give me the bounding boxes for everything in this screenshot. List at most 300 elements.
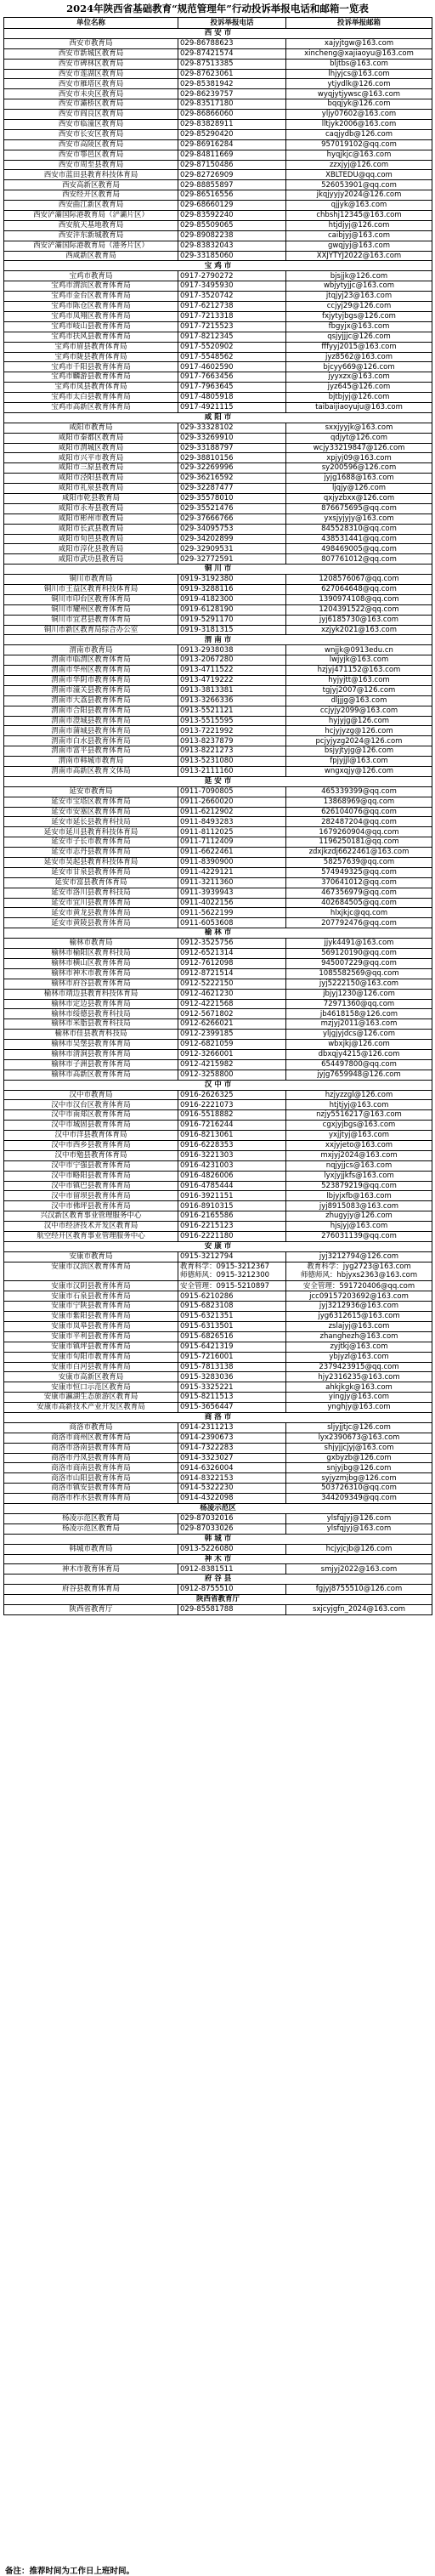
unit-name-cell: 宝鸡市渭滨区教育体育局 xyxy=(4,281,178,292)
email-cell: wngxqjy@126.com xyxy=(286,767,432,777)
unit-name-cell: 西安经开区教育局 xyxy=(4,190,178,201)
unit-name-cell: 延安市子长市教育体育局 xyxy=(4,837,178,848)
phone-cell: 0913-4711522 xyxy=(178,666,286,676)
table-row xyxy=(4,615,432,625)
unit-name-cell: 西咸新区教育局 xyxy=(4,251,178,261)
email-cell: jyjg7659948@126.com xyxy=(286,1070,432,1080)
unit-name-cell: 安康市高新区教育局 xyxy=(4,1372,178,1382)
table-row xyxy=(4,918,432,928)
city-section-row xyxy=(4,29,432,39)
phone-cell: 029-32772591 xyxy=(178,554,286,565)
email-cell: 1085582569@qq.com xyxy=(286,968,432,979)
phone-cell: 0916-3221303 xyxy=(178,1150,286,1160)
unit-name-cell: 西安市雁塔区教育局 xyxy=(4,79,178,89)
table-header-row xyxy=(4,18,432,29)
table-row xyxy=(4,524,432,534)
email-cell: htjtjyj@163.com xyxy=(286,1100,432,1110)
table-row xyxy=(4,1251,432,1262)
phone-cell: 029-33328102 xyxy=(178,423,286,433)
email-cell: sxjcyjgfn_2024@163.com xyxy=(286,1604,432,1614)
table-row xyxy=(4,968,432,979)
unit-name-cell: 咸阳市彬州市教育局 xyxy=(4,513,178,524)
phone-cell: 029-33269910 xyxy=(178,433,286,443)
unit-name-cell: 咸阳市旬邑县教育局 xyxy=(4,534,178,544)
table-row xyxy=(4,786,432,797)
phone-cell: 0913-7221992 xyxy=(178,726,286,736)
phone-cell: 029-86239757 xyxy=(178,89,286,99)
phone-cell: 0912-8381511 xyxy=(178,1564,286,1575)
table-row xyxy=(4,1211,432,1222)
unit-name-cell: 杨凌示范区教育局 xyxy=(4,1513,178,1523)
email-cell: zslajyj@163.com xyxy=(286,1322,432,1332)
table-row xyxy=(4,321,432,332)
unit-name-cell: 咸阳市长武县教育局 xyxy=(4,524,178,534)
email-cell: jb4618158@126.com xyxy=(286,1009,432,1019)
unit-name-cell: 延安市甘泉县教育体育局 xyxy=(4,867,178,877)
unit-name-cell: 安康市汉滨区教育体育局 xyxy=(4,1262,178,1281)
table-row xyxy=(4,534,432,544)
table-row xyxy=(4,211,432,221)
phone-cell: 029-83592240 xyxy=(178,211,286,221)
unit-name-cell: 西安市鄠邑区教育局 xyxy=(4,150,178,160)
city-section-label: 杨凌示范区 xyxy=(4,1504,432,1514)
phone-cell: 0913-5521121 xyxy=(178,706,286,716)
unit-name-cell: 商洛市洛南县教育体育局 xyxy=(4,1443,178,1453)
table-row xyxy=(4,372,432,383)
email-cell: jkqjyyjy2024@126.com xyxy=(286,190,432,201)
phone-cell: 0916-4785444 xyxy=(178,1181,286,1191)
header-unit: 单位名称 xyxy=(4,18,178,29)
phone-cell: 0911-6622461 xyxy=(178,848,286,858)
phone-cell: 0915-3212794 xyxy=(178,1251,286,1262)
table-row xyxy=(4,1191,432,1201)
table-row xyxy=(4,666,432,676)
table-row xyxy=(4,695,432,706)
unit-name-cell: 铜川市教育局 xyxy=(4,575,178,585)
unit-name-cell: 渭南市华阴市教育体育局 xyxy=(4,676,178,686)
email-cell: cgxjyjbgs@163.com xyxy=(286,1121,432,1131)
unit-name-cell: 西安市高陵区教育局 xyxy=(4,139,178,150)
email-cell: 574949325@qq.com xyxy=(286,867,432,877)
phone-cell: 029-85381942 xyxy=(178,79,286,89)
table-row xyxy=(4,817,432,827)
phone-cell: 0912-5671802 xyxy=(178,1009,286,1019)
unit-name-cell: 渭南市临渭区教育体育局 xyxy=(4,655,178,666)
phone-cell: 0916-5518882 xyxy=(178,1110,286,1121)
table-row xyxy=(4,1544,432,1554)
phone-cell: 0911-8390900 xyxy=(178,858,286,868)
unit-name-cell: 渭南市白水县教育体育局 xyxy=(4,736,178,746)
table-row xyxy=(4,1393,432,1403)
phone-cell: 0917-7215523 xyxy=(178,321,286,332)
phone-cell: 0919-6128190 xyxy=(178,604,286,615)
unit-name-cell: 神木市教育体育局 xyxy=(4,1564,178,1575)
email-cell: zyjtkj@163.com xyxy=(286,1342,432,1352)
phone-cell: 0913-5231080 xyxy=(178,757,286,767)
table-row xyxy=(4,342,432,352)
email-cell: 207792476@qq.com xyxy=(286,918,432,928)
phone-cell: 0913-5515595 xyxy=(178,716,286,726)
unit-name-cell: 汉中市经济技术开发区教育局 xyxy=(4,1222,178,1232)
table-row xyxy=(4,1030,432,1040)
table-row xyxy=(4,402,432,412)
unit-name-cell: 渭南市蒲城县教育体育局 xyxy=(4,726,178,736)
phone-cell: 0913-4719222 xyxy=(178,676,286,686)
unit-name-cell: 铜川市耀州区教育体育局 xyxy=(4,604,178,615)
phone-cell: 029-83832043 xyxy=(178,241,286,251)
table-row xyxy=(4,69,432,79)
unit-name-cell: 安康市平利县教育体育局 xyxy=(4,1331,178,1342)
city-section-label: 延 安 市 xyxy=(4,776,432,786)
table-row xyxy=(4,685,432,695)
phone-cell: 029-33185060 xyxy=(178,251,286,261)
email-cell: jyz645@126.com xyxy=(286,383,432,393)
table-row xyxy=(4,716,432,726)
table-row xyxy=(4,1131,432,1141)
phone-cell: 0914-5322230 xyxy=(178,1484,286,1494)
phone-cell: 029-85290420 xyxy=(178,129,286,139)
unit-name-cell: 汉中市汉台区教育体育局 xyxy=(4,1100,178,1110)
city-section-row xyxy=(4,1534,432,1544)
phone-cell: 029-88855897 xyxy=(178,180,286,190)
phone-cell: 0911-3939943 xyxy=(178,888,286,898)
table-row xyxy=(4,604,432,615)
email-cell: bjsjjk@126.com xyxy=(286,271,432,281)
email-cell: xzjyk2021@163.com xyxy=(286,625,432,635)
table-row xyxy=(4,544,432,554)
email-cell: 1679260904@qq.com xyxy=(286,827,432,837)
phone-cell: 029-32909531 xyxy=(178,544,286,554)
unit-name-cell: 西安高新区教育局 xyxy=(4,180,178,190)
table-row xyxy=(4,706,432,716)
email-cell: hyjyjg@126.com xyxy=(286,716,432,726)
unit-name-cell: 西安曲江新区教育局 xyxy=(4,201,178,211)
unit-name-cell: 榆林市定边县教育体育局 xyxy=(4,999,178,1009)
phone-cell: 0911-8493283 xyxy=(178,817,286,827)
phone-cell: 0916-2221073 xyxy=(178,1100,286,1110)
unit-name-cell: 西安沣东新城教育局 xyxy=(4,230,178,241)
unit-name-cell: 咸阳市泾阳县教育局 xyxy=(4,474,178,484)
document-title: 2024年陕西省基础教育“规范管理年”行动投诉举报电话和邮箱一览表 xyxy=(66,3,369,14)
table-row xyxy=(4,170,432,180)
phone-cell: 0911-2660020 xyxy=(178,797,286,807)
email-cell: zzxjyj@126.com xyxy=(286,160,432,170)
unit-name-cell: 商洛市山阳县教育体育局 xyxy=(4,1473,178,1484)
table-row xyxy=(4,1422,432,1433)
email-cell: caibjyj@163.com xyxy=(286,230,432,241)
city-section-label: 榆 林 市 xyxy=(4,928,432,939)
email-cell: wyqjytjywsc@163.com xyxy=(286,89,432,99)
email-cell: mzjyj2011@163.com xyxy=(286,1019,432,1030)
table-row xyxy=(4,1100,432,1110)
email-cell: caqjydb@126.com xyxy=(286,129,432,139)
email-cell: bsjyjtyjg@126.com xyxy=(286,746,432,757)
table-row xyxy=(4,271,432,281)
phone-cell: 029-35578010 xyxy=(178,493,286,503)
phone-cell: 029-37666766 xyxy=(178,513,286,524)
city-section-label: 安 康 市 xyxy=(4,1241,432,1251)
unit-name-cell: 延安市洛川县教育科技局 xyxy=(4,888,178,898)
phone-cell: 029-83517180 xyxy=(178,99,286,110)
email-cell: fbgyjx@163.com xyxy=(286,321,432,332)
phone-cell: 0919-3181315 xyxy=(178,625,286,635)
phone-cell: 0915-3656447 xyxy=(178,1403,286,1413)
table-row xyxy=(4,1362,432,1372)
phone-cell: 0916-2215123 xyxy=(178,1222,286,1232)
phone-cell: 0912-4215982 xyxy=(178,1059,286,1070)
table-row xyxy=(4,949,432,959)
table-row xyxy=(4,1382,432,1393)
table-row xyxy=(4,230,432,241)
city-section-row xyxy=(4,1554,432,1564)
email-cell: 945007229@qq.com xyxy=(286,958,432,968)
unit-name-cell: 延安市黄龙县教育体育局 xyxy=(4,908,178,918)
table-row xyxy=(4,676,432,686)
table-row xyxy=(4,1281,432,1291)
unit-name-cell: 安康市瀛湖生态旅游区教育局 xyxy=(4,1393,178,1403)
table-row xyxy=(4,1262,432,1281)
phone-cell: 0912-6821059 xyxy=(178,1040,286,1050)
table-row xyxy=(4,220,432,230)
unit-name-cell: 汉中市佛坪县教育体育局 xyxy=(4,1201,178,1211)
phone-cell: 029-86866060 xyxy=(178,110,286,120)
unit-name-cell: 宝鸡市眉县教育体育局 xyxy=(4,342,178,352)
table-row xyxy=(4,311,432,321)
table-row xyxy=(4,554,432,565)
table-row xyxy=(4,433,432,443)
unit-name-cell: 榆林市靖边县教育科技体育局 xyxy=(4,989,178,999)
table-row xyxy=(4,1564,432,1575)
phone-cell: 0916-3921151 xyxy=(178,1191,286,1201)
phone-cell: 0912-7612098 xyxy=(178,958,286,968)
phone-cell: 0912-3525756 xyxy=(178,939,286,949)
unit-name-cell: 铜川市印台区教育体育局 xyxy=(4,594,178,604)
email-cell: 465339399@qq.com xyxy=(286,786,432,797)
email-cell: dbxqjy4215@126.com xyxy=(286,1049,432,1059)
table-row xyxy=(4,1523,432,1534)
unit-name-cell: 西安浐灞国际港教育局（浐灞片区） xyxy=(4,211,178,221)
table-row xyxy=(4,989,432,999)
phone-cell: 0912-4621230 xyxy=(178,989,286,999)
email-cell: jyj8915083@163.com xyxy=(286,1201,432,1211)
email-cell: fgjyj8755510@126.com xyxy=(286,1585,432,1595)
phone-cell: 029-86788623 xyxy=(178,38,286,48)
phone-cell: 0912-3258800 xyxy=(178,1070,286,1080)
table-row xyxy=(4,302,432,312)
table-row xyxy=(4,1331,432,1342)
table-row xyxy=(4,746,432,757)
table-row xyxy=(4,726,432,736)
unit-name-cell: 渭南市大荔县教育体育局 xyxy=(4,695,178,706)
email-cell: syjyzmjbg@126.com xyxy=(286,1473,432,1484)
email-cell: pcjyjyzg2024@126.com xyxy=(286,736,432,746)
phone-cell: 0914-8322153 xyxy=(178,1473,286,1484)
email-cell: fxjytyjbgs@126.com xyxy=(286,311,432,321)
unit-name-cell: 延安市志丹县教育体育局 xyxy=(4,848,178,858)
phone-cell: 029-82726909 xyxy=(178,170,286,180)
unit-name-cell: 宝鸡市陈仓区教育体育局 xyxy=(4,302,178,312)
email-cell: jyj3212794@126.com xyxy=(286,1251,432,1262)
table-row xyxy=(4,1009,432,1019)
table-row xyxy=(4,1231,432,1241)
email-cell: 402684505@qq.com xyxy=(286,898,432,908)
table-row xyxy=(4,1403,432,1413)
unit-name-cell: 延安市宝塔区教育体育局 xyxy=(4,797,178,807)
table-row xyxy=(4,1049,432,1059)
email-cell: htjdjyj@126.com xyxy=(286,220,432,230)
phone-cell: 0912-8721514 xyxy=(178,968,286,979)
table-row xyxy=(4,1059,432,1070)
unit-name-cell: 宝鸡市金台区教育体育局 xyxy=(4,292,178,302)
city-section-row xyxy=(4,565,432,575)
table-row xyxy=(4,1201,432,1211)
unit-name-cell: 渭南市华州区教育体育局 xyxy=(4,666,178,676)
table-row xyxy=(4,958,432,968)
email-cell: 344209349@qq.com xyxy=(286,1494,432,1504)
phone-cell: 0917-8212345 xyxy=(178,332,286,342)
city-section-row xyxy=(4,261,432,271)
email-cell: XBLTEDU@qq.com xyxy=(286,170,432,180)
table-row xyxy=(4,1443,432,1453)
unit-name-cell: 安康市石泉县教育体育局 xyxy=(4,1291,178,1302)
email-cell: 569120190@qq.com xyxy=(286,949,432,959)
email-cell: 教育科学：jyg2723@163.com 师德师风：hbjyxs2363@163.com xyxy=(286,1262,432,1281)
phone-cell: 029-86916284 xyxy=(178,139,286,150)
unit-name-cell: 榆林市吴堡县教育体育局 xyxy=(4,1040,178,1050)
table-row xyxy=(4,1585,432,1595)
table-row xyxy=(4,150,432,160)
phone-cell: 0916-8910315 xyxy=(178,1201,286,1211)
email-cell: jyj6185730@163.com xyxy=(286,615,432,625)
email-cell: 467356979@qq.com xyxy=(286,888,432,898)
unit-name-cell: 西安航天基地教育局 xyxy=(4,220,178,230)
unit-name-cell: 安康市恒口示范区教育局 xyxy=(4,1382,178,1393)
table-row xyxy=(4,201,432,211)
email-cell: jbjyj1230@126.com xyxy=(286,989,432,999)
table-row xyxy=(4,423,432,433)
phone-cell: 0913-2111160 xyxy=(178,767,286,777)
complaint-contacts-table xyxy=(3,17,432,1615)
email-cell: hyjyjtt@163.com xyxy=(286,676,432,686)
table-row xyxy=(4,383,432,393)
email-cell: bjcyy669@126.com xyxy=(286,362,432,372)
unit-name-cell: 安康市宁陕县教育体育局 xyxy=(4,1302,178,1312)
email-cell: fffyyj2015@163.com xyxy=(286,342,432,352)
table-row xyxy=(4,1040,432,1050)
phone-cell: 0916-2165586 xyxy=(178,1211,286,1222)
unit-name-cell: 铜川市新区教育局综合办公室 xyxy=(4,625,178,635)
table-row xyxy=(4,1222,432,1232)
table-row xyxy=(4,575,432,585)
email-cell: XXJYTYJ2022@163.com xyxy=(286,251,432,261)
unit-name-cell: 咸阳市淳化县教育局 xyxy=(4,544,178,554)
table-row xyxy=(4,807,432,817)
phone-cell: 0915-8211513 xyxy=(178,1393,286,1403)
phone-cell: 029-87421574 xyxy=(178,48,286,59)
phone-cell: 0915-6210286 xyxy=(178,1291,286,1302)
table-row xyxy=(4,513,432,524)
table-row xyxy=(4,362,432,372)
table-row xyxy=(4,241,432,251)
city-section-row xyxy=(4,635,432,645)
phone-cell: 0914-6326004 xyxy=(178,1463,286,1473)
email-cell: tgjyj2007@126.com xyxy=(286,685,432,695)
unit-name-cell: 延安市教育局 xyxy=(4,786,178,797)
phone-cell: 0916-2221180 xyxy=(178,1231,286,1241)
table-row xyxy=(4,292,432,302)
phone-cell: 029-89082238 xyxy=(178,230,286,241)
table-row xyxy=(4,281,432,292)
phone-cell: 029-34095753 xyxy=(178,524,286,534)
table-row xyxy=(4,757,432,767)
unit-name-cell: 渭南市合阳县教育体育局 xyxy=(4,706,178,716)
unit-name-cell: 铜川市王益区教育科技体育局 xyxy=(4,584,178,594)
email-cell: sxxjyyjk@163.com xyxy=(286,423,432,433)
email-cell: 安全管理：591720406@qq.com xyxy=(286,1281,432,1291)
table-row xyxy=(4,120,432,130)
email-cell: 498469005@qq.com xyxy=(286,544,432,554)
unit-name-cell: 榆林市清涧县教育体育局 xyxy=(4,1049,178,1059)
unit-name-cell: 安康市白河县教育体育局 xyxy=(4,1362,178,1372)
email-cell: yingjy@163.com xyxy=(286,1393,432,1403)
phone-cell: 029-32269996 xyxy=(178,463,286,474)
email-cell: lbjyjxfb@163.com xyxy=(286,1191,432,1201)
unit-name-cell: 安康市汉阴县教育体育局 xyxy=(4,1281,178,1291)
table-row xyxy=(4,352,432,362)
phone-cell: 0917-2790272 xyxy=(178,271,286,281)
email-cell: jyg6312615@163.com xyxy=(286,1312,432,1322)
unit-name-cell: 汉中市城固县教育体育局 xyxy=(4,1121,178,1131)
phone-cell: 0911-4229121 xyxy=(178,867,286,877)
unit-name-cell: 榆林市高新区教育体育局 xyxy=(4,1070,178,1080)
unit-name-cell: 渭南市高新区教育文体局 xyxy=(4,767,178,777)
city-section-label: 西 安 市 xyxy=(4,29,432,39)
table-row xyxy=(4,1473,432,1484)
email-cell: 72971360@qq.com xyxy=(286,999,432,1009)
table-row xyxy=(4,1150,432,1160)
email-cell: 282487204@qq.com xyxy=(286,817,432,827)
unit-name-cell: 商洛市镇安县教育体育局 xyxy=(4,1484,178,1494)
phone-cell: 0915-3283036 xyxy=(178,1372,286,1382)
table-row xyxy=(4,48,432,59)
email-cell: ybjyzl@163.com xyxy=(286,1352,432,1362)
phone-cell: 0913-2938038 xyxy=(178,645,286,655)
phone-cell: 0911-7112409 xyxy=(178,837,286,848)
email-cell: jjyk4491@163.com xyxy=(286,939,432,949)
phone-cell: 0915-6313501 xyxy=(178,1322,286,1332)
phone-cell: 029-87513385 xyxy=(178,59,286,69)
email-cell: qjjyk@163.com xyxy=(286,201,432,211)
header-email: 投诉举报邮箱 xyxy=(286,18,432,29)
city-section-row xyxy=(4,1241,432,1251)
phone-cell: 0913-8221273 xyxy=(178,746,286,757)
phone-cell: 0914-2390673 xyxy=(178,1433,286,1443)
phone-cell: 0911-7090805 xyxy=(178,786,286,797)
email-cell: 654497800@qq.com xyxy=(286,1059,432,1070)
email-cell: mxjyj2024@163.com xyxy=(286,1150,432,1160)
email-cell: jyj5222150@163.com xyxy=(286,979,432,989)
phone-cell: 0911-6212902 xyxy=(178,807,286,817)
unit-name-cell: 咸阳市秦都区教育局 xyxy=(4,433,178,443)
email-cell: lyx2390673@163.com xyxy=(286,1433,432,1443)
email-cell: hzjyj471152@163.com xyxy=(286,666,432,676)
email-cell: 58257639@qq.com xyxy=(286,858,432,868)
unit-name-cell: 西安市新城区教育局 xyxy=(4,48,178,59)
unit-name-cell: 宝鸡市麟游县教育体育局 xyxy=(4,372,178,383)
email-cell: chbshj12345@163.com xyxy=(286,211,432,221)
email-cell: xajyjtgw@163.com xyxy=(286,38,432,48)
email-cell: lhjyjcs@163.com xyxy=(286,69,432,79)
